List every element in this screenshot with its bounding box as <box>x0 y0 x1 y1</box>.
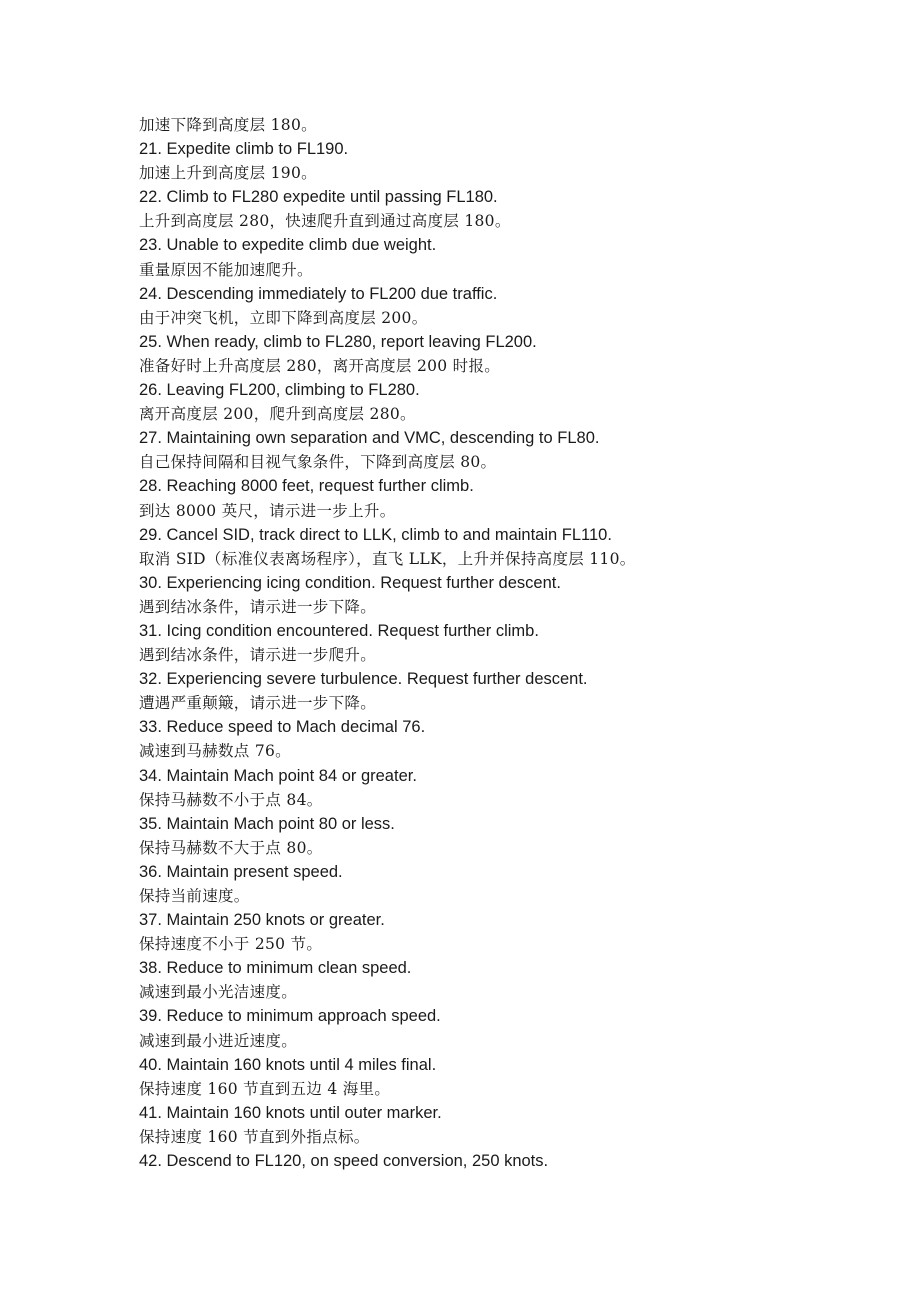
chinese-translation-line: 遇到结冰条件，请示进一步爬升。 <box>139 646 377 665</box>
chinese-translation-line: 遭遇严重颠簸，请示进一步下降。 <box>139 694 377 713</box>
english-phrase-line: 33. Reduce speed to Mach decimal 76. <box>139 718 426 737</box>
english-phrase-line: 38. Reduce to minimum clean speed. <box>139 959 412 978</box>
english-phrase-line: 26. Leaving FL200, climbing to FL280. <box>139 381 420 400</box>
english-phrase-line: 24. Descending immediately to FL200 due traffic. <box>139 284 498 303</box>
english-phrase-line: 36. Maintain present speed. <box>139 862 343 881</box>
chinese-translation-line: 重量原因不能加速爬升。 <box>139 260 313 279</box>
chinese-translation-line: 离开高度层 200，爬升到高度层 280。 <box>139 405 416 424</box>
english-phrase-line: 35. Maintain Mach point 80 or less. <box>139 814 395 833</box>
english-phrase-line: 31. Icing condition encountered. Request further climb. <box>139 621 539 640</box>
chinese-translation-line: 减速到马赫数点 76。 <box>139 742 291 761</box>
chinese-translation-line: 保持马赫数不大于点 80。 <box>139 838 323 857</box>
chinese-translation-line: 自己保持间隔和目视气象条件，下降到高度层 80。 <box>139 453 497 472</box>
english-phrase-line: 27. Maintaining own separation and VMC, descending to FL80. <box>139 429 600 448</box>
chinese-translation-line: 到达 8000 英尺，请示进一步上升。 <box>139 501 396 520</box>
chinese-translation-line: 由于冲突飞机，立即下降到高度层 200。 <box>139 308 428 327</box>
english-phrase-line: 25. When ready, climb to FL280, report leaving FL200. <box>139 332 537 351</box>
english-phrase-line: 42. Descend to FL120, on speed conversion, 250 knots. <box>139 1152 549 1171</box>
chinese-translation-line: 加速上升到高度层 190。 <box>139 164 317 183</box>
english-phrase-line: 39. Reduce to minimum approach speed. <box>139 1007 441 1026</box>
english-phrase-line: 30. Experiencing icing condition. Request further descent. <box>139 573 561 592</box>
chinese-translation-line: 保持马赫数不小于点 84。 <box>139 790 323 809</box>
chinese-translation-line: 保持速度不小于 250 节。 <box>139 935 323 954</box>
english-phrase-line: 23. Unable to expedite climb due weight. <box>139 236 437 255</box>
english-phrase-line: 37. Maintain 250 knots or greater. <box>139 911 385 930</box>
english-phrase-line: 41. Maintain 160 knots until outer marker. <box>139 1103 442 1122</box>
english-phrase-line: 29. Cancel SID, track direct to LLK, climb to and maintain FL110. <box>139 525 612 544</box>
english-phrase-line: 40. Maintain 160 knots until 4 miles final. <box>139 1055 437 1074</box>
english-phrase-line: 21. Expedite climb to FL190. <box>139 140 349 159</box>
chinese-translation-line: 减速到最小光洁速度。 <box>139 983 298 1002</box>
english-phrase-line: 34. Maintain Mach point 84 or greater. <box>139 766 417 785</box>
chinese-translation-line: 上升到高度层 280，快速爬升直到通过高度层 180。 <box>139 212 511 231</box>
english-phrase-line: 32. Experiencing severe turbulence. Request further descent. <box>139 670 588 689</box>
chinese-translation-line: 减速到最小进近速度。 <box>139 1031 298 1050</box>
english-phrase-line: 22. Climb to FL280 expedite until passing FL180. <box>139 188 498 207</box>
chinese-translation-line: 遇到结冰条件，请示进一步下降。 <box>139 597 377 616</box>
chinese-translation-line: 保持速度 160 节直到外指点标。 <box>139 1127 370 1146</box>
chinese-translation-line: 准备好时上升高度层 280，离开高度层 200 时报。 <box>139 356 501 375</box>
document-body <box>139 113 879 1173</box>
chinese-translation-line: 保持速度 160 节直到五边 4 海里。 <box>139 1079 391 1098</box>
chinese-translation-line: 加速下降到高度层 180。 <box>139 116 317 134</box>
english-phrase-line: 28. Reaching 8000 feet, request further climb. <box>139 477 474 496</box>
chinese-translation-line: 保持当前速度。 <box>139 887 250 905</box>
chinese-translation-line: 取消 SID（标准仪表离场程序），直飞 LLK，上升并保持高度层 110。 <box>139 549 636 568</box>
